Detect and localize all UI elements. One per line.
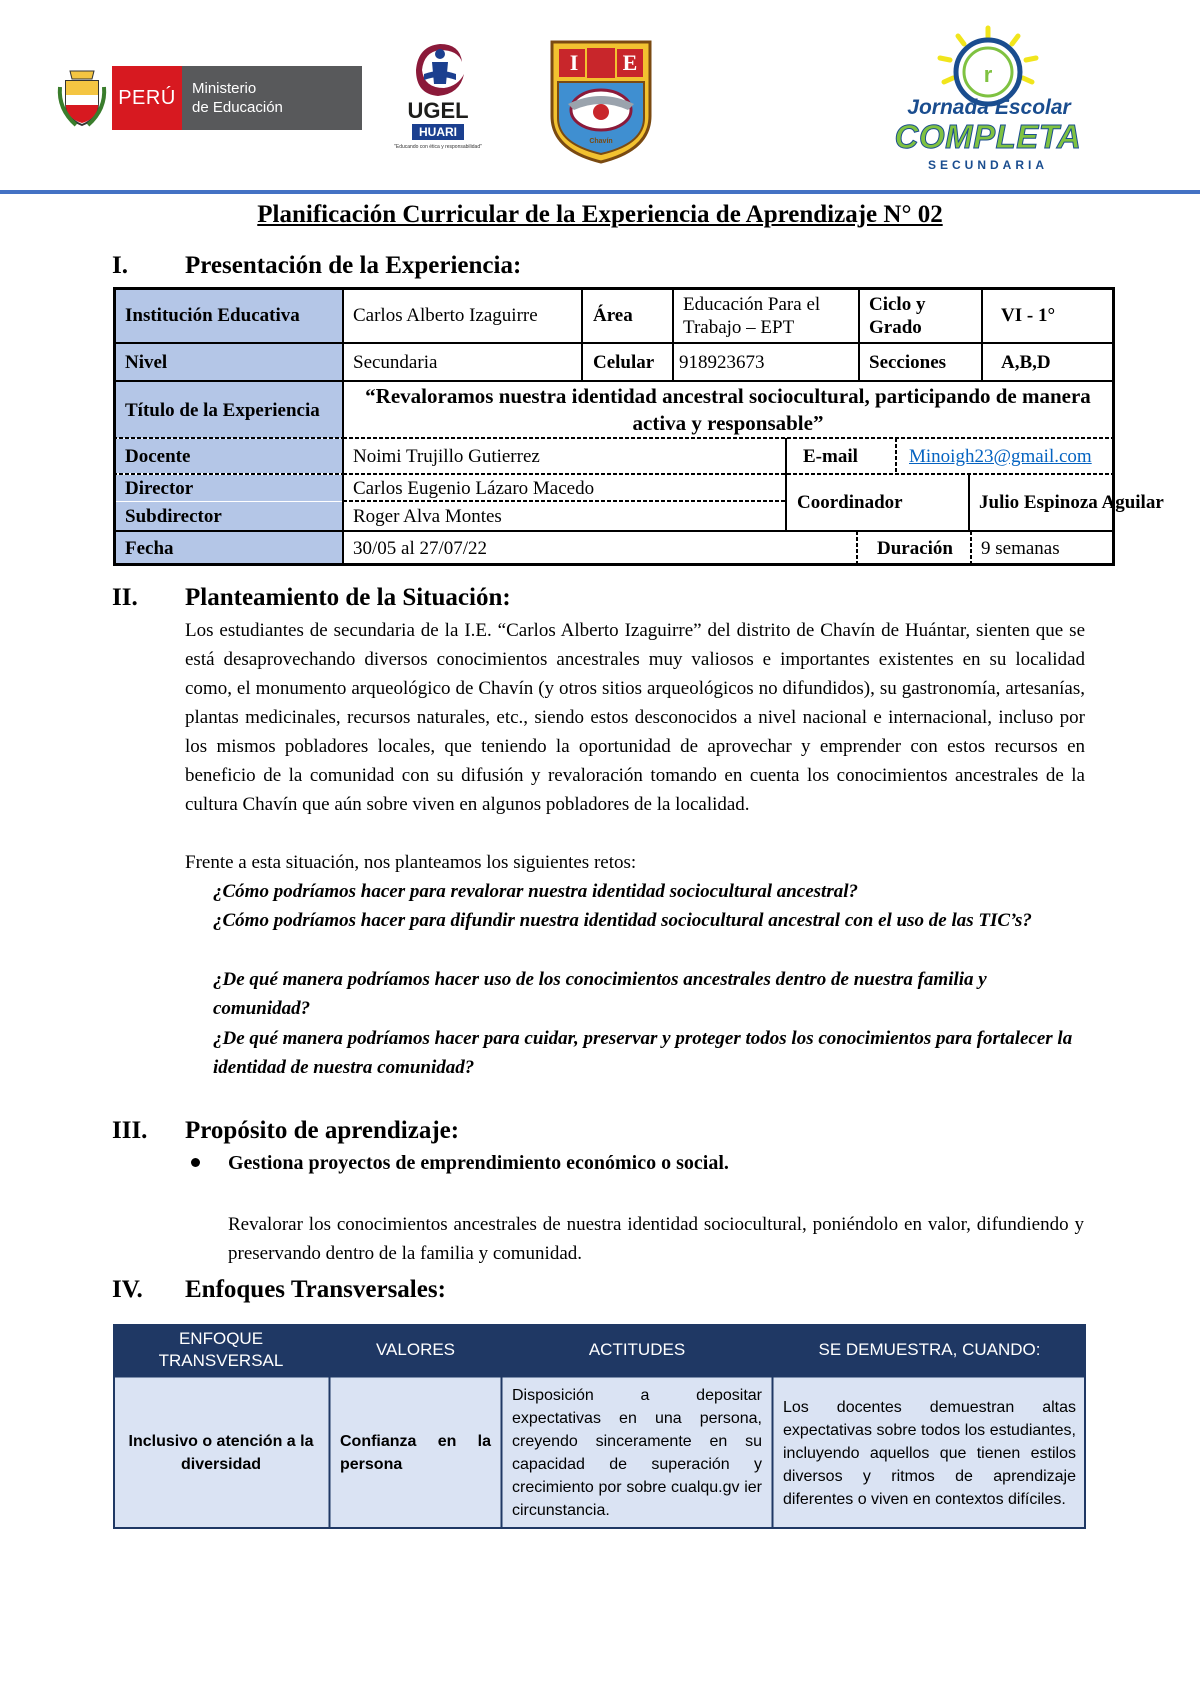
peru-coat-of-arms-icon [58,67,106,129]
ugel-logo [388,40,488,155]
subdirector-label: Subdirector [115,502,343,530]
retos-intro: Frente a esta situación, nos planteamos los siguientes retos: [185,852,637,873]
area-label: Área [593,305,633,326]
celular-value: 918923673 [679,351,765,373]
ministerio-label: Ministerio de Educación [182,66,362,130]
row-enfoque: Inclusivo o atención a la diversidad [113,1377,329,1529]
jec-line1: Jornada Escolar [907,96,1071,119]
ie-crest-logo [548,38,654,166]
clock-icon [878,26,1098,106]
ie-place: Chavín [589,138,613,145]
nivel-value: Secundaria [353,351,438,373]
nivel-label: Nivel [115,344,343,380]
titulo-value: “Revaloramos nuestra identidad ancestral sociocultural, participando de manera activa y responsable” [365,384,1091,435]
situacion-paragraph: Los estudiantes de secundaria de la I.E. “Carlos Alberto Izaguirre” del distrito de Chavín de Huántar, sienten que se está desaprovechando diversos conocimientos ancestrales muy valiosos e importantes existentes en su localidad como, el monumento arqueológico de Chavín (y otros sitios arqueológicos no difundidos), su gastronomía, artesanías, plantas medicinales, recursos naturales, etc., siendo estos desconocidos a nivel nacional e internacional, incluso por los mismos pobladores locales, que teniendo la oportunidad de aprovechar y emprender con estos recursos en beneficio de la comunidad con su difusión y revaloración tomando en cuenta los conocimientos ancestrales de la cultura Chavín que aún sobre viven en algunos pobladores de la localidad. [185,620,1085,815]
bullet-icon [191,1158,200,1167]
ugel-tagline: "Educando con ética y responsabilidad" [394,144,482,150]
info-table-grid [113,287,1164,566]
row-valores: Confianza en la persona [330,1377,501,1529]
fecha-value: 30/05 al 27/07/22 [353,537,488,559]
enfoques-table [113,1324,1086,1529]
fecha-label: Fecha [115,532,343,564]
jec-line2: COMPLETA [894,118,1082,155]
minedu-logo [58,64,370,132]
email-link[interactable]: Minoigh23@gmail.com [909,445,1092,467]
secciones-label: Secciones [869,351,947,373]
header-actitudes: ACTITUDES [502,1324,772,1376]
docente-value: Noimi Trujillo Gutierrez [353,445,540,467]
reto-1: ¿Cómo podríamos hacer para revalorar nuestra identidad sociocultural ancestral? [213,881,858,902]
celular-label: Celular [593,351,655,373]
ciclo-label: Ciclo y Grado [869,293,926,338]
subdirector-value: Roger Alva Montes [353,505,502,527]
svg-text:r: r [983,62,993,87]
jec-line3: SECUNDARIA [927,158,1048,172]
ugel-name: UGEL [407,98,469,123]
section-4-heading: IV. Enfoques Transversales: [112,1276,446,1303]
section-3-heading: III. Propósito de aprendizaje: [112,1117,460,1144]
titulo-label: Título de la Experiencia [115,382,343,438]
duracion-label: Duración [877,537,953,559]
secciones-value: A,B,D [1001,351,1051,373]
docente-label: Docente [115,439,343,473]
duracion-value: 9 semanas [981,537,1060,559]
area-value: Educación Para el Trabajo – EPT [683,293,821,338]
row-actitudes: Disposición a depositar expectativas en una persona, creyendo sinceramente en su capacidad de superación y crecimiento por sobre cualqu.gv ier circunstancia. [502,1377,772,1529]
reto-2: ¿Cómo podríamos hacer para difundir nuestra identidad sociocultural ancestral con el uso de las TIC’s? [213,910,1032,931]
header-rule [0,190,1200,194]
header-valores: VALORES [330,1324,501,1376]
section-2-heading: II. Planteamiento de la Situación: [112,584,511,611]
row-demuestra: Los docentes demuestran altas expectativas sobre todos los estudiantes, incluyendo aquellos que tienen estilos diversos y ritmos de aprendizaje diferentes o viven en contextos difíciles. [773,1377,1086,1529]
jec-logo [878,26,1098,174]
coordinador-value: Julio Espinoza Aguilar [979,492,1164,513]
reto-4: ¿De qué manera podríamos hacer para cuidar, preservar y proteger todos los conocimientos para fortalecer la identidad de nuestra comunidad? [213,1028,1073,1078]
reto-3: ¿De qué manera podríamos hacer uso de los conocimientos ancestrales dentro de nuestra familia y comunidad? [213,969,987,1019]
ciclo-value: VI - 1° [1001,305,1056,326]
ugel-place: HUARI [412,124,464,140]
document-title: Planificación Curricular de la Experiencia de Aprendizaje N° 02 [257,201,943,228]
coordinador-label: Coordinador [797,492,903,513]
enfoques-table-grid [113,1324,1086,1529]
institucion-label: Institución Educativa [115,289,343,342]
proposito-text: Revalorar los conocimientos ancestrales de nuestra identidad sociocultural, poniéndolo en valor, difundiendo y preservando dentro de la familia y comunidad. [228,1214,1084,1264]
header-enfoque: ENFOQUE TRANSVERSAL [113,1324,329,1376]
director-label: Director [115,475,343,501]
ie-letter-e: E [622,50,638,75]
institucion-value: Carlos Alberto Izaguirre [353,305,538,326]
section-1-heading: I. Presentación de la Experiencia: [112,252,522,279]
ie-letter-i: I [569,50,579,75]
peru-label: PERÚ [112,66,182,130]
proposito-competencia: Gestiona proyectos de emprendimiento económico o social. [228,1152,729,1174]
ugel-emblem-icon [388,40,488,100]
info-table [113,287,1164,566]
email-label: E-mail [803,445,858,467]
director-value: Carlos Eugenio Lázaro Macedo [353,477,595,499]
header-demuestra: SE DEMUESTRA, CUANDO: [773,1324,1086,1376]
